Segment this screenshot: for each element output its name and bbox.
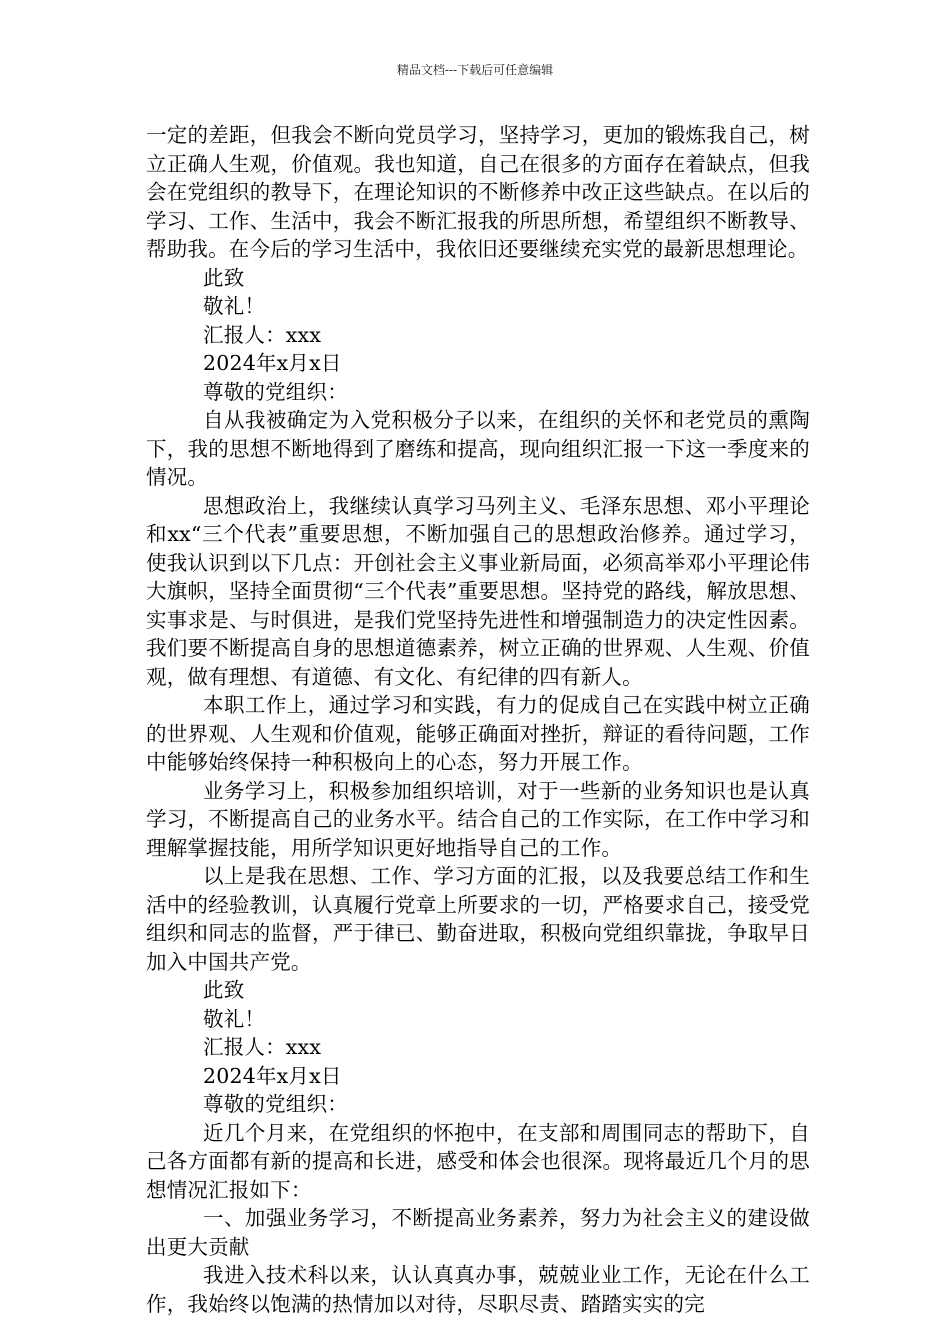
date-line: 2024年x月x日	[203, 351, 342, 375]
paragraph: 一定的差距，但我会不断向党员学习，坚持学习，更加的锻炼我自己，树立正确人生观，价值观。我也知道，自己在很多的方面存在着缺点，但我会在党组织的教导下，在理论知识的不断修养中改正这些缺点。在以后的学习、工作、生活中，我会不断汇报我的所思所想，希望组织不断教导、帮助我。在今后的学习生活中，我依旧还要继续充实党的最新思想理论。	[146, 123, 810, 261]
document-body	[146, 121, 810, 1318]
closing-salutation: 此致	[203, 265, 245, 290]
closing-respect: 敬礼！	[203, 294, 266, 318]
date-line: 2024年x月x日	[203, 1063, 342, 1088]
greeting-line: 尊敬的党组织：	[203, 1092, 348, 1116]
paragraph: 自从我被确定为入党积极分子以来，在组织的关怀和老党员的熏陶下，我的思想不断地得到了磨练和提高，现向组织汇报一下这一季度来的情况。	[146, 408, 810, 489]
paragraph: 思想政治上，我继续认真学习马列主义、毛泽东思想、邓小平理论和xx“三个代表”重要思想，不断加强自己的思想政治修养。通过学习，使我认识到以下几点：开创社会主义事业新局面，必须高举邓小平理论伟大旗帜，坚持全面贯彻“三个代表”重要思想。坚持党的路线，解放思想、实事求是、与时俱进，是我们党坚持先进性和增强制造力的决定性因素。我们要不断提高自身的思想道德素养，树立正确的世界观、人生观、价值观，做有理想、有道德、有文化、有纪律的四有新人。	[146, 493, 810, 689]
reporter-line: 汇报人：xxx	[203, 322, 322, 347]
paragraph: 本职工作上，通过学习和实践，有力的促成自己在实践中树立正确的世界观、人生观和价值观，能够正确面对挫折，辩证的看待问题，工作中能够始终保持一种积极向上的心态，努力开展工作。	[146, 693, 810, 774]
reporter-line: 汇报人：xxx	[203, 1035, 322, 1059]
paragraph: 近几个月来，在党组织的怀抱中，在支部和周围同志的帮助下，自己各方面都有新的提高和长进，感受和体会也很深。现将最近几个月的思想情况汇报如下：	[146, 1120, 810, 1202]
section-heading: 一、加强业务学习，不断提高业务素养，努力为社会主义的建设做出更大贡献	[146, 1206, 810, 1259]
paragraph: 我进入技术科以来，认认真真办事，兢兢业业工作，无论在什么工作，我始终以饱满的热情加以对待，尽职尽责、踏踏实实的完	[146, 1263, 810, 1316]
greeting-line: 尊敬的党组织：	[203, 379, 348, 404]
closing-salutation: 此致	[203, 978, 245, 1002]
paragraph: 以上是我在思想、工作、学习方面的汇报，以及我要总结工作和生活中的经验教训，认真履行党章上所要求的一切，严格要求自己，接受党组织和同志的监督，严于律已、勤奋进取，积极向党组织靠拢，争取早日加入中国共产党。	[146, 864, 810, 974]
closing-respect: 敬礼！	[203, 1006, 266, 1031]
paragraph: 业务学习上，积极参加组织培训，对于一些新的业务知识也是认真学习，不断提高自己的业务水平。结合自己的工作实际，在工作中学习和理解掌握技能，用所学知识更好地指导自己的工作。	[146, 778, 810, 860]
page-header: 精品文档---下载后可任意编辑	[396, 63, 554, 77]
